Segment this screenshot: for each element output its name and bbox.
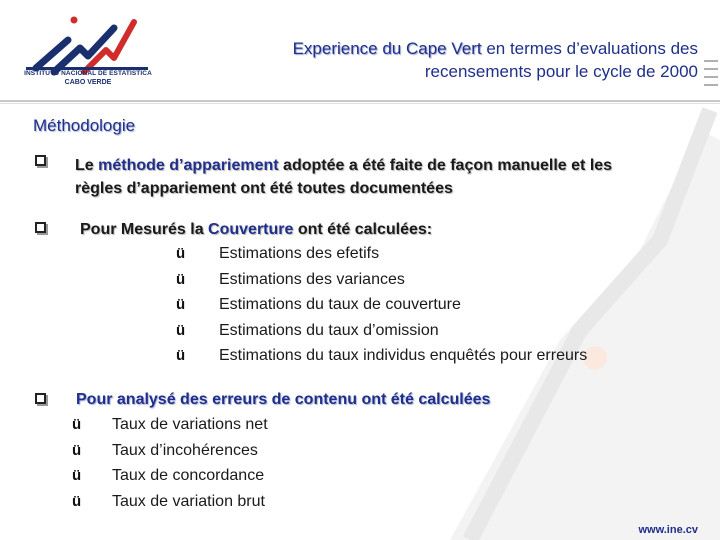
title-part2: en termes d’evaluations des: [481, 39, 698, 58]
list-item: [176, 318, 587, 344]
list-item-label: Taux de variation brut: [112, 492, 265, 510]
check-icon: ü: [72, 492, 82, 510]
square-bullet-icon: [35, 222, 46, 233]
bullet-content-errors: Pour analysé des erreurs de contenu ont été calculées: [76, 391, 491, 408]
header-divider: [0, 100, 720, 102]
logo-institution-name: INSTITUTO NACIONAL DE ESTATÍSTICA: [24, 70, 152, 77]
bullet-text-line2: règles d’appariement ont été toutes documentées: [75, 180, 453, 197]
bullet-matching-method: [75, 154, 695, 200]
list-item: [176, 292, 587, 318]
list-item-label: Taux de concordance: [112, 467, 265, 484]
check-icon: ü: [176, 245, 186, 262]
list-item: [72, 463, 268, 489]
list-item: [72, 438, 268, 464]
list-item-label: Estimations du taux de couverture: [219, 296, 461, 313]
list-item: [72, 412, 268, 438]
check-icon: ü: [176, 296, 186, 313]
square-bullet-icon: [35, 155, 46, 166]
list-item-label: Estimations du taux d’omission: [219, 321, 439, 339]
side-decoration: [704, 60, 718, 92]
title-highlight: Experience du Cape Vert: [292, 39, 482, 58]
title-line2: recensements pour le cycle de 2000: [424, 62, 698, 81]
bullet-coverage: [80, 218, 680, 241]
list-item-label: Taux d’incohérences: [112, 441, 258, 459]
header-divider-shadow: [0, 103, 720, 104]
bullet-highlight: méthode d’appariement: [98, 157, 279, 174]
bullet-text: ont été calculées:: [293, 221, 433, 238]
slide-title: [178, 37, 698, 83]
list-item: [176, 343, 587, 369]
check-icon: ü: [176, 321, 186, 339]
bullet-text: Pour Mesurés la: [80, 221, 209, 238]
check-icon: ü: [176, 347, 186, 364]
bullet-text: adoptée a été faite de façon manuelle et les: [278, 157, 613, 174]
check-icon: ü: [176, 270, 186, 288]
bullet-highlight: Couverture: [208, 221, 294, 238]
list-item: [176, 267, 587, 293]
check-icon: ü: [72, 416, 82, 433]
content-errors-list: [72, 412, 268, 514]
bullet-text: Le: [75, 157, 99, 174]
logo-country: CABO VERDE: [64, 79, 112, 86]
list-item-label: Estimations des efetifs: [219, 245, 380, 262]
square-bullet-icon: [35, 393, 46, 404]
coverage-estimates-list: [176, 241, 587, 369]
check-icon: ü: [72, 441, 82, 459]
list-item: [176, 241, 587, 267]
check-icon: ü: [72, 467, 82, 484]
list-item-label: Estimations du taux individus enquêtés pour erreurs: [219, 347, 588, 364]
list-item: [72, 489, 268, 515]
footer-website: www.ine.cv: [638, 524, 698, 536]
list-item-label: Estimations des variances: [219, 270, 405, 288]
section-heading: Méthodologie: [33, 116, 136, 135]
list-item-label: Taux de variations net: [112, 416, 268, 433]
